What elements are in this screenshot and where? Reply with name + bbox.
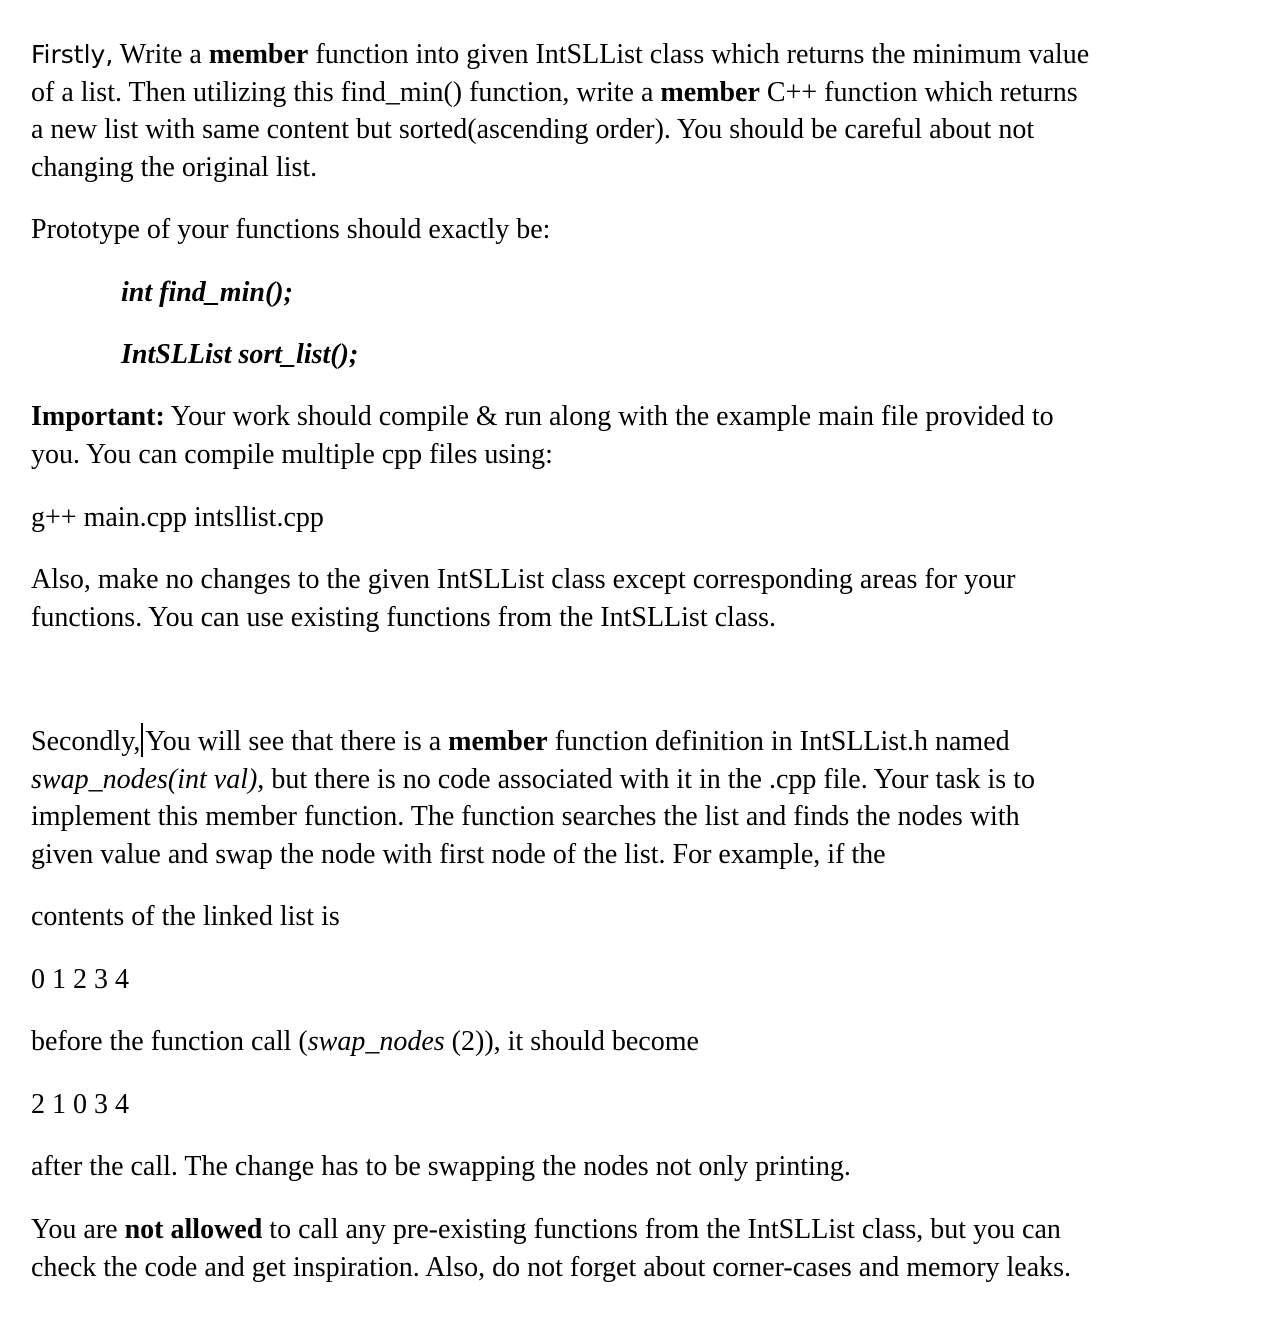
paragraph-part2 <box>31 723 1251 873</box>
paragraph-important <box>31 398 1251 473</box>
important-label: Important: <box>31 401 165 432</box>
text-span: Your work should compile & run along with the example main file provided to <box>164 401 1054 432</box>
prototype-find-min: int find_min(); <box>121 277 293 308</box>
before-call-line <box>31 1023 1251 1061</box>
secondly-word: Secondly, <box>31 726 141 757</box>
bold-not-allowed: not allowed <box>124 1214 263 1245</box>
firstly-word: Firstly, <box>31 40 114 69</box>
text-span: function into given IntSLList class which returns the minimum value <box>308 39 1090 70</box>
line: implement this member function. The function searches the list and finds the nodes with <box>31 801 1020 832</box>
text-span: but there is no code associated with it in the .cpp file. Your task is to <box>264 763 1035 795</box>
text-span: C++ function which returns <box>759 76 1078 108</box>
prototype-sort-list: IntSLList sort_list(); <box>121 339 359 370</box>
line <box>31 723 1251 761</box>
line <box>31 398 1251 436</box>
paragraph-part1 <box>31 36 1251 186</box>
bold-member: member <box>448 726 548 757</box>
swap-nodes-name: swap_nodes <box>307 1026 445 1057</box>
line: check the code and get inspiration. Also, do not forget about corner-cases and memory leaks. <box>31 1251 1072 1283</box>
text-span: You are <box>31 1214 125 1245</box>
text-cursor <box>141 723 143 757</box>
compile-command: g++ main.cpp intsllist.cpp <box>31 502 324 533</box>
line: given value and swap the node with first node of the list. For example, if the <box>31 838 886 870</box>
text-span: before the function call ( <box>31 1026 308 1057</box>
prototype-intro: Prototype of your functions should exactly be: <box>31 214 551 245</box>
paragraph-also <box>31 561 1251 636</box>
text-span: Write a <box>113 39 209 70</box>
line: Also, make no changes to the given IntSLList class except corresponding areas for your <box>31 564 1016 595</box>
line: changing the original list. <box>31 151 318 183</box>
line <box>31 36 1251 74</box>
swap-nodes-signature: swap_nodes(int val), <box>31 763 265 795</box>
bold-member: member <box>660 76 760 108</box>
line: functions. You can use existing functions from the IntSLList class. <box>31 601 777 633</box>
bold-member: member <box>208 39 309 70</box>
list-after: 2 1 0 3 4 <box>31 1089 129 1120</box>
text-span: to call any pre-existing functions from the IntSLList class, but you can <box>262 1214 1061 1245</box>
after-call-line: after the call. The change has to be swapping the nodes not only printing. <box>31 1151 851 1182</box>
line <box>31 74 1251 112</box>
list-before: 0 1 2 3 4 <box>31 964 129 995</box>
text-span: function definition in IntSLList.h named <box>547 726 1010 757</box>
line <box>31 1211 1251 1249</box>
paragraph-final <box>31 1211 1251 1286</box>
text-span: (2)), it should become <box>444 1026 699 1057</box>
line: a new list with same content but sorted(ascending order). You should be careful about not <box>31 114 1035 145</box>
line <box>31 761 1251 799</box>
text-span: of a list. Then utilizing this find_min() function, write a <box>31 76 661 108</box>
line: you. You can compile multiple cpp files using: <box>31 438 553 470</box>
text-span: You will see that there is a <box>145 726 449 757</box>
contents-line: contents of the linked list is <box>31 901 340 932</box>
